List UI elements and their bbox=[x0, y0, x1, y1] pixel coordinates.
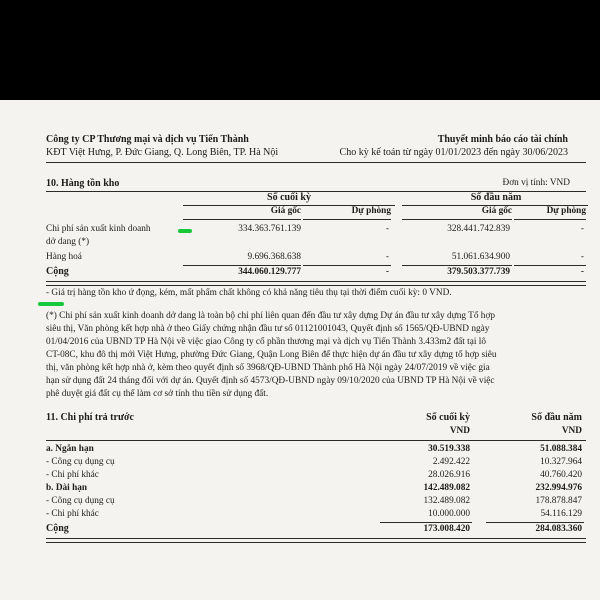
prepaid-row-end: 2.492.422 bbox=[432, 457, 470, 467]
goods-begin-cost: 51.061.634.900 bbox=[451, 252, 510, 262]
prepaid-title: 11. Chi phí trả trước bbox=[46, 412, 134, 423]
row-wip-label: Chi phí sản xuất kinh doanh bbox=[46, 224, 151, 234]
prepaid-unit-begin: VND bbox=[561, 426, 582, 436]
prepaid-top-rule bbox=[46, 440, 586, 441]
wip-begin-prov: - bbox=[580, 224, 584, 234]
note-slow-moving: - Giá trị hàng tồn kho ứ đọng, kém, mất phẩm chất không có khả năng tiêu thụ tại thời điểm cuối kỳ: 0 VND. bbox=[46, 288, 452, 298]
reporting-period: Cho kỳ kế toán từ ngày 01/01/2023 đến ngày 30/06/2023 bbox=[339, 147, 568, 158]
prepaid-total-end: 173.008.420 bbox=[423, 524, 470, 534]
prepaid-row-end: 10.000.000 bbox=[428, 509, 470, 519]
prepaid-total-rule-end bbox=[380, 522, 472, 523]
total-rule-4 bbox=[514, 265, 586, 266]
goods-end-cost: 9.696.368.638 bbox=[247, 252, 301, 262]
total-rule-3 bbox=[402, 265, 512, 266]
prepaid-row-begin: 10.327.964 bbox=[540, 457, 582, 467]
inventory-total-label: Cộng bbox=[46, 266, 69, 277]
note-line: siêu thị, Văn phòng kết hợp nhà ở theo Giấy chứng nhận đầu tư số 01121001043, Quyết định số 1565/QĐ-UBND ngày bbox=[46, 324, 490, 334]
document-page bbox=[0, 100, 600, 600]
header-divider bbox=[46, 162, 586, 163]
prepaid-row-end: 30.519.338 bbox=[428, 444, 470, 454]
prepaid-row-label: a. Ngắn hạn bbox=[46, 444, 94, 454]
sub-cost-end: Giá gốc bbox=[270, 206, 301, 216]
prepaid-total-rule-begin bbox=[486, 522, 584, 523]
note-line: phê duyệt giá đất cụ thể làm cơ sở tính thu tiền sử dụng đất. bbox=[46, 389, 269, 399]
note-line: CT-08C, khu đô thị mới Việt Hưng, phường Đức Giang, Quận Long Biên để thực hiện dự án đầu tư xây dựng tổ hợp siêu bbox=[46, 350, 497, 360]
inventory-col-begin: Số đầu năm bbox=[470, 192, 522, 203]
wip-end-prov: - bbox=[385, 224, 389, 234]
sub-rule-1 bbox=[183, 219, 301, 220]
prepaid-row-end: 142.489.082 bbox=[423, 483, 470, 493]
note-line: thị, văn phòng kết hợp nhà ở, kèm theo quyết định số 3968/QĐ-UBND Thành phố Hà Nội ngày 24/07/2019 về việc gia bbox=[46, 363, 490, 373]
sub-prov-begin: Dự phòng bbox=[546, 206, 586, 216]
prepaid-col-end: Số cuối kỳ bbox=[426, 412, 470, 423]
prepaid-row-label: - Công cụ dụng cụ bbox=[46, 496, 115, 506]
total-rule-2 bbox=[303, 265, 391, 266]
prepaid-row-begin: 178.878.847 bbox=[535, 496, 582, 506]
prepaid-col-begin: Số đầu năm bbox=[531, 412, 582, 423]
company-address: KĐT Việt Hưng, P. Đức Giang, Q. Long Biên, TP. Hà Nội bbox=[46, 147, 279, 158]
total-rule-1 bbox=[183, 265, 301, 266]
prepaid-row-label: - Chi phí khác bbox=[46, 509, 99, 519]
total-begin-cost: 379.503.377.739 bbox=[447, 267, 510, 277]
row-wip-label-2: dở dang (*) bbox=[46, 237, 90, 247]
sub-rule-3 bbox=[402, 219, 512, 220]
prepaid-total-begin: 284.083.360 bbox=[535, 524, 582, 534]
goods-begin-prov: - bbox=[580, 252, 584, 262]
prepaid-row-label: b. Dài hạn bbox=[46, 483, 88, 493]
sub-rule-2 bbox=[303, 219, 391, 220]
prepaid-row-begin: 51.088.384 bbox=[540, 444, 582, 454]
inventory-col-end: Số cuối kỳ bbox=[267, 192, 311, 203]
wip-end-cost: 334.363.761.139 bbox=[238, 224, 301, 234]
green-underline-mark bbox=[38, 302, 64, 306]
prepaid-row-begin: 40.760.420 bbox=[540, 470, 582, 480]
prepaid-bottom-double-rule bbox=[46, 538, 586, 543]
note-line: hạn sử dụng đất 24 tháng đối với dự án. Quyết định số 4573/QĐ-UBND ngày 09/10/2020 của UBND TP Hà Nội về việc bbox=[46, 376, 495, 386]
prepaid-row-begin: 232.994.976 bbox=[535, 483, 582, 493]
company-name: Công ty CP Thương mại và dịch vụ Tiến Thành bbox=[46, 134, 249, 145]
inventory-bottom-double-rule bbox=[46, 281, 586, 286]
inventory-unit: Đơn vị tính: VND bbox=[502, 178, 570, 188]
prepaid-row-label: - Công cụ dụng cụ bbox=[46, 457, 115, 467]
sub-rule-4 bbox=[514, 219, 586, 220]
prepaid-row-begin: 54.116.129 bbox=[540, 509, 582, 519]
inventory-title: 10. Hàng tồn kho bbox=[46, 178, 120, 189]
prepaid-unit-end: VND bbox=[449, 426, 470, 436]
note-line: 01/04/2016 của UBND TP Hà Nội về việc giao Công ty cổ phần thương mại và dịch vụ Tiến Thành 3.433m2 đất tại lô bbox=[46, 337, 486, 347]
row-goods-label: Hàng hoá bbox=[46, 252, 82, 262]
sub-prov-end: Dự phòng bbox=[351, 206, 391, 216]
goods-end-prov: - bbox=[385, 252, 389, 262]
prepaid-row-label: - Chi phí khác bbox=[46, 470, 99, 480]
prepaid-row-end: 28.026.916 bbox=[428, 470, 470, 480]
wip-begin-cost: 328.441.742.839 bbox=[447, 224, 510, 234]
total-begin-prov: - bbox=[580, 267, 584, 277]
prepaid-row-end: 132.489.082 bbox=[423, 496, 470, 506]
note-line: (*) Chi phí sản xuất kinh doanh dở dang là toàn bộ chi phí liên quan đến đầu tư xây dựng Dự án đầu tư xây dựng Tổ hợp bbox=[46, 311, 496, 321]
prepaid-total-label: Cộng bbox=[46, 523, 69, 534]
document-title: Thuyết minh báo cáo tài chính bbox=[437, 134, 568, 145]
total-end-cost: 344.060.129.777 bbox=[238, 267, 301, 277]
note-wip-detail bbox=[46, 310, 586, 401]
sub-cost-begin: Giá gốc bbox=[481, 206, 512, 216]
total-end-prov: - bbox=[385, 267, 389, 277]
